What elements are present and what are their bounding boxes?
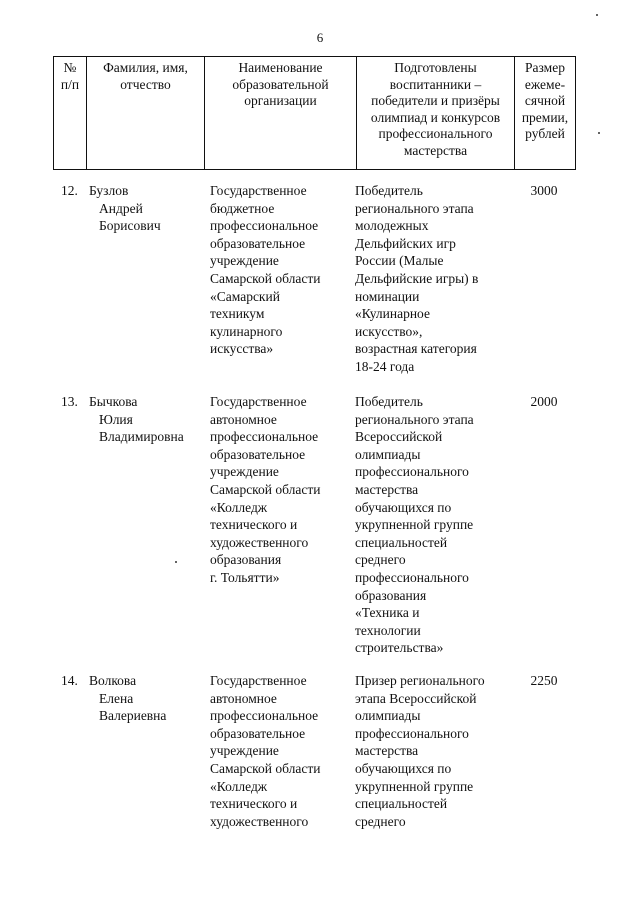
row-number: 14. <box>61 673 78 688</box>
row-name: Волкова Елена Валериевна <box>89 673 167 724</box>
row-achievement: Победитель регионального этапа молодежных Дельфийских игр России (Малые Дельфийские игры) в номинации «Кулинарное искусство», возрастная категория 18-24 года <box>355 183 479 374</box>
header-cell-amount: Размер ежеме- сячной премии, рублей <box>515 57 576 170</box>
row-number: 12. <box>61 183 78 198</box>
header-cell-organization: Наименование образовательной организации <box>205 57 357 170</box>
header-cell-number: № п/п <box>54 57 87 170</box>
row-name: Бузлов Андрей Борисович <box>89 183 161 234</box>
row-amount: 2250 <box>530 673 558 688</box>
scan-speck <box>598 132 600 134</box>
page-number: 6 <box>316 30 324 45</box>
row-number: 13. <box>61 394 78 409</box>
scan-speck <box>175 561 177 563</box>
row-organization: Государственное бюджетное профессиональное образовательное учреждение Самарской области «Самарский техникум кулинарного искусства» <box>210 183 321 357</box>
header-cell-achievements: Подготовлены воспитанники – победители и призёры олимпиад и конкурсов профессионального мастерства <box>357 57 515 170</box>
table-header <box>53 56 576 170</box>
scan-speck <box>596 14 598 16</box>
row-amount: 2000 <box>530 394 558 409</box>
row-amount: 3000 <box>530 183 558 198</box>
row-organization: Государственное автономное профессиональное образовательное учреждение Самарской области «Колледж технического и художественного <box>210 673 321 829</box>
row-name: Бычкова Юлия Владимировна <box>89 394 184 445</box>
header-cell-name: Фамилия, имя, отчество <box>87 57 205 170</box>
row-achievement: Призер регионального этапа Всероссийской олимпиады профессионального мастерства обучающихся по укрупненной группе специальностей среднего <box>355 673 485 829</box>
row-achievement: Победитель регионального этапа Всероссийской олимпиады профессионального мастерства обучающихся по укрупненной группе специальностей среднего профессионального образования «Техника и технологии строительства» <box>355 394 474 656</box>
row-organization: Государственное автономное профессиональное образовательное учреждение Самарской области «Колледж технического и художественного образования г. Тольятти» <box>210 394 321 585</box>
